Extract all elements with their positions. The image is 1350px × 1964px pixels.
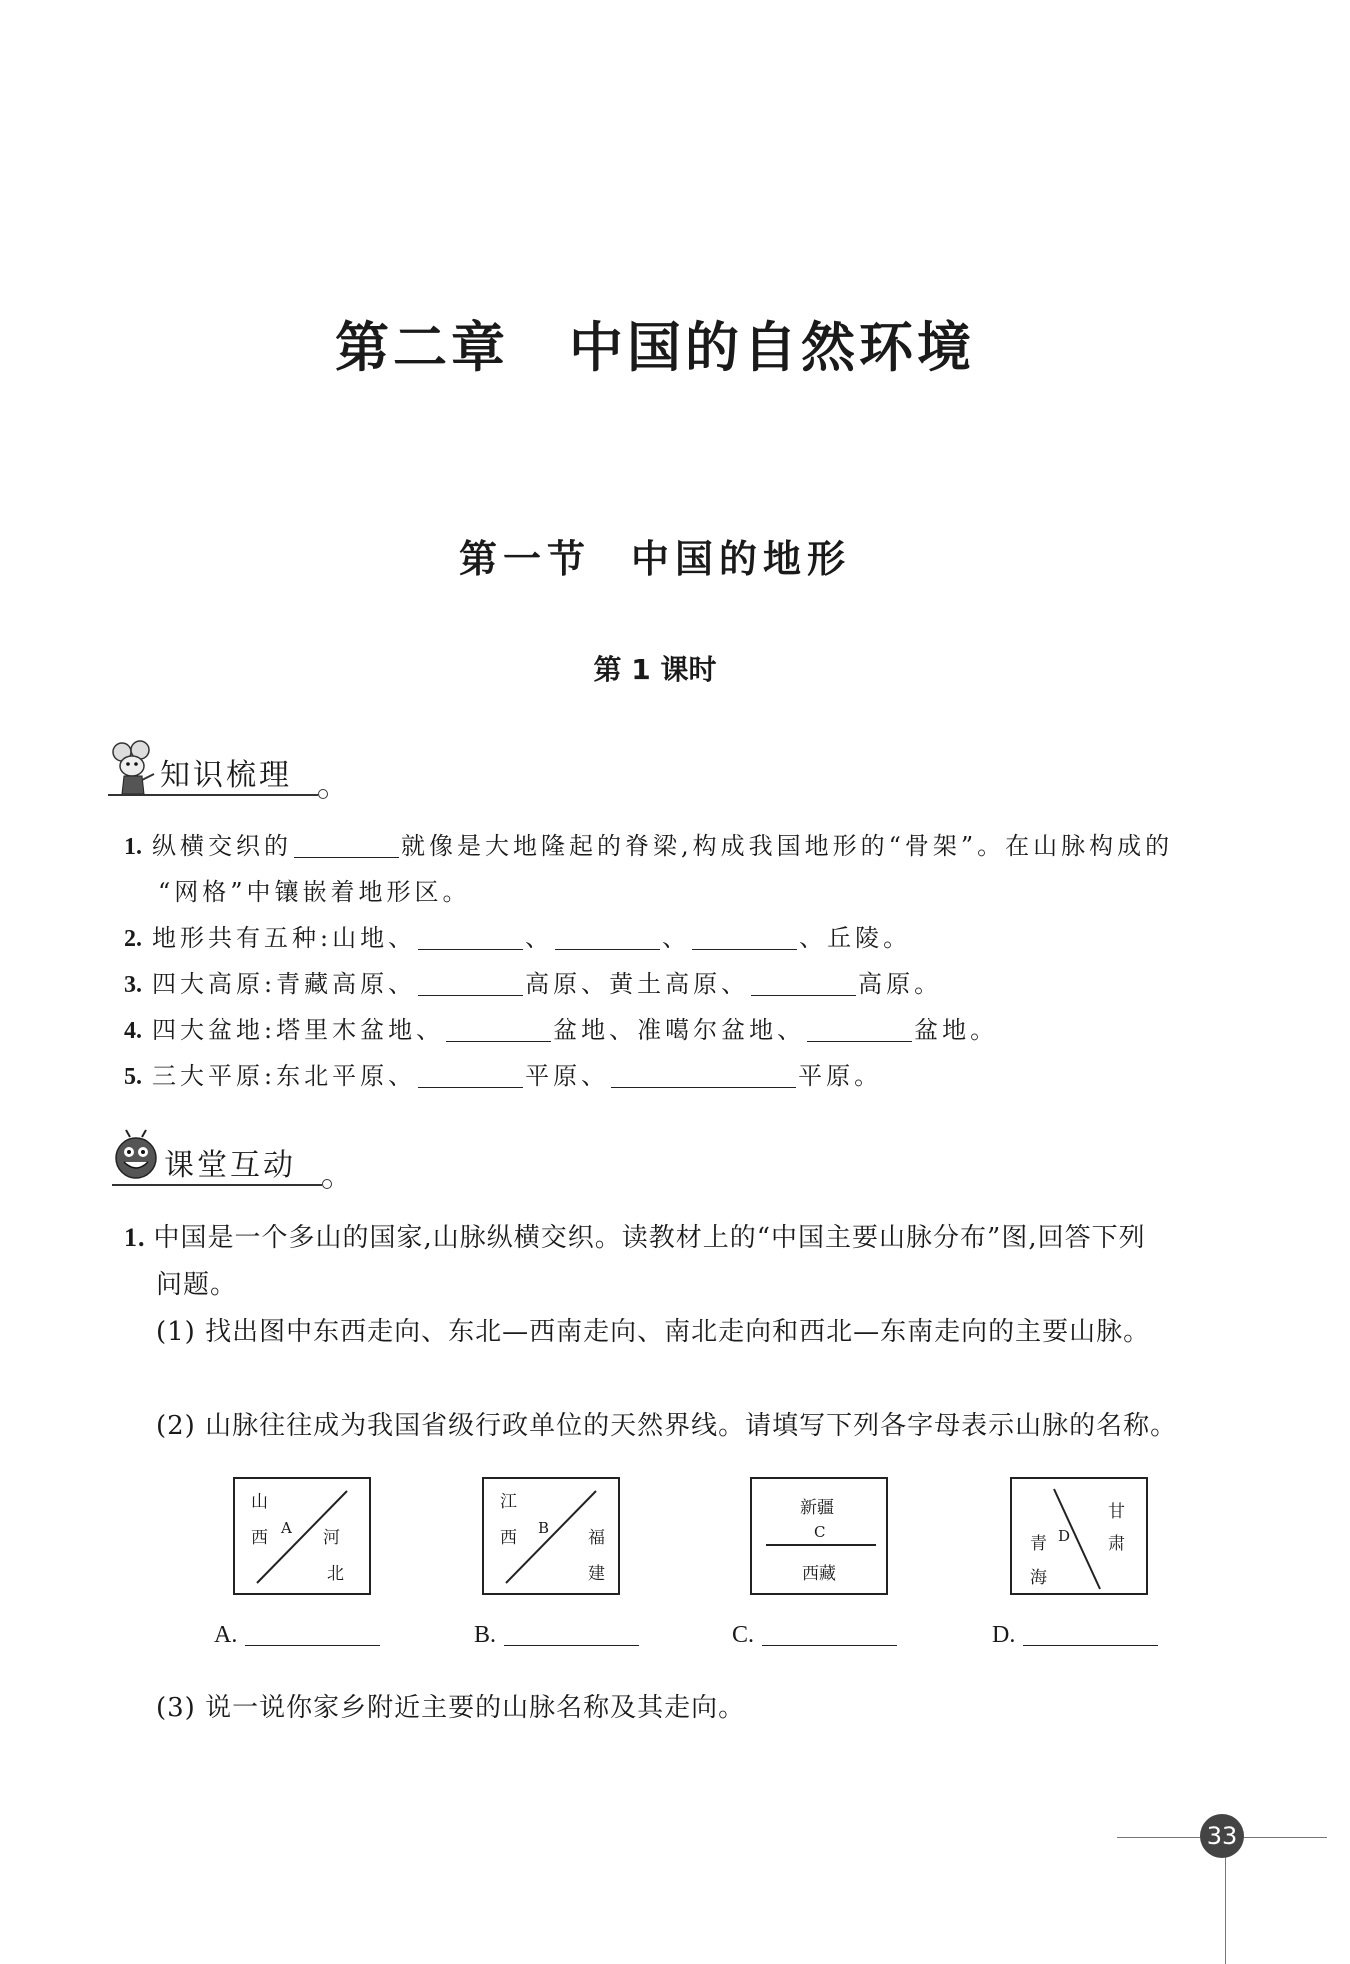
- question-1-sub3: (3) 说一说你家乡附近主要的山脉名称及其走向。: [156, 1693, 746, 1723]
- diagram-b-letter: B: [538, 1519, 550, 1537]
- diagram-d: 青 海 D 甘 肃: [1010, 1477, 1148, 1595]
- knowledge-item-5: 5. 三大平原:东北平原、 平原、 平原。: [124, 1062, 883, 1090]
- answer-d-blank[interactable]: [1023, 1621, 1158, 1646]
- knowledge-heading-label: 知识梳理: [160, 758, 292, 793]
- section-title: [0, 528, 1310, 583]
- chapter-name: 中国的自然环境: [569, 316, 975, 379]
- question-1-sub2: (2) 山脉往往成为我国省级行政单位的天然界线。请填写下列各字母表示山脉的名称。: [156, 1411, 1178, 1441]
- chapter-number: 第二章: [335, 316, 509, 379]
- chapter-title: [0, 305, 1310, 382]
- mouse-mascot-icon: [108, 738, 158, 800]
- knowledge-item-1-cont: “网格”中镶嵌着地形区。: [158, 878, 471, 906]
- interaction-heading: [112, 1128, 342, 1198]
- knowledge-item-2: 2. 地形共有五种:山地、 、 、 、丘陵。: [124, 924, 912, 952]
- section-number: 第一节: [458, 536, 591, 581]
- question-1: 1. 中国是一个多山的国家,山脉纵横交织。读教材上的“中国主要山脉分布”图,回答下列: [124, 1223, 1146, 1253]
- knowledge-item-4: 4. 四大盆地:塔里木盆地、 盆地、准噶尔盆地、 盆地。: [124, 1016, 999, 1044]
- smiling-mascot-icon: [112, 1128, 162, 1190]
- page-number: 33: [1200, 1814, 1244, 1858]
- fill-blank[interactable]: [692, 925, 797, 950]
- answer-b: B.: [474, 1621, 641, 1649]
- knowledge-heading: [108, 738, 338, 808]
- diagram-a-letter: A: [281, 1519, 292, 1537]
- fill-blank[interactable]: [751, 971, 856, 996]
- question-1-sub1: (1) 找出图中东西走向、东北—西南走向、南北走向和西北—东南走向的主要山脉。: [156, 1317, 1151, 1347]
- answer-c: C.: [732, 1621, 899, 1649]
- fill-blank[interactable]: [418, 1063, 523, 1088]
- question-1-cont: 问题。: [156, 1270, 238, 1300]
- fill-blank[interactable]: [294, 833, 399, 858]
- fill-blank[interactable]: [446, 1017, 551, 1042]
- answer-b-blank[interactable]: [504, 1621, 639, 1646]
- knowledge-item-1: 1. 纵横交织的 就像是大地隆起的脊梁,构成我国地形的“骨架”。在山脉构成的: [124, 832, 1174, 860]
- knowledge-item-3: 3. 四大高原:青藏高原、 高原、黄土高原、 高原。: [124, 970, 943, 998]
- answer-a-blank[interactable]: [245, 1621, 380, 1646]
- diagram-b: 江 西 B 福 建: [482, 1477, 620, 1595]
- diagram-a: 山 西 A 河 北: [233, 1477, 371, 1595]
- lesson-title: 第 1 课时: [593, 653, 717, 686]
- answer-a: A.: [214, 1621, 382, 1649]
- page-number-vrule: [1225, 1850, 1226, 1964]
- fill-blank[interactable]: [418, 971, 523, 996]
- interaction-heading-label: 课堂互动: [164, 1148, 296, 1183]
- section-name: 中国的地形: [631, 536, 852, 581]
- answer-d: D.: [992, 1621, 1160, 1649]
- diagram-c: 新疆 C 西藏: [750, 1477, 888, 1595]
- fill-blank[interactable]: [555, 925, 660, 950]
- fill-blank[interactable]: [611, 1063, 796, 1088]
- answer-c-blank[interactable]: [762, 1621, 897, 1646]
- fill-blank[interactable]: [807, 1017, 912, 1042]
- fill-blank[interactable]: [418, 925, 523, 950]
- diagram-d-letter: D: [1058, 1527, 1071, 1545]
- diagram-c-letter: C: [814, 1523, 826, 1541]
